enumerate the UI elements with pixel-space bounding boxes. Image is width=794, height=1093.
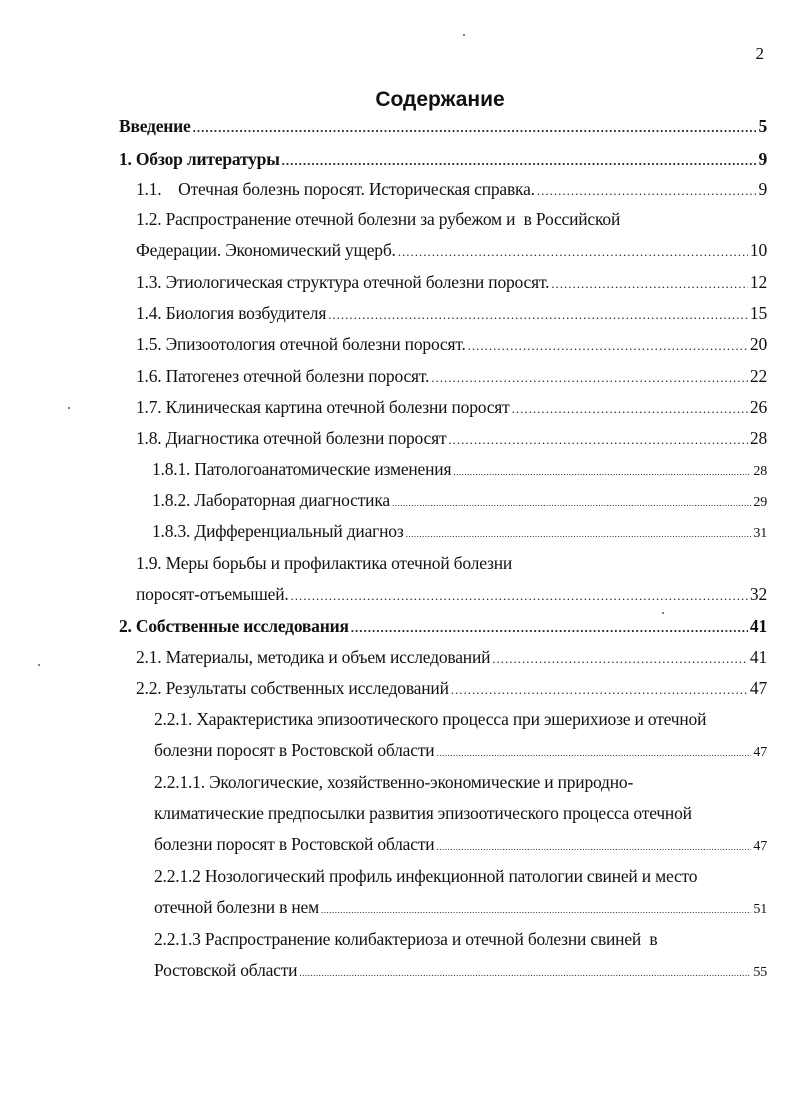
dot-leader <box>406 529 752 539</box>
toc-entry-2-2-1-2-line1[interactable]: 2.2.1.2 Нозологический профиль инфекционной патологии свиней и место <box>154 866 698 886</box>
toc-entry-2-2-1-1[interactable] <box>154 834 767 855</box>
toc-entry-text: 2.2. Результаты собственных исследований <box>136 678 449 698</box>
toc-page-number: 29 <box>753 495 767 510</box>
dot-leader <box>431 370 748 386</box>
toc-page-number: 28 <box>753 464 767 479</box>
toc-entry-1-2[interactable] <box>136 240 767 261</box>
toc-page-number: 26 <box>749 397 767 417</box>
dot-leader <box>398 244 748 260</box>
scan-speck <box>38 664 40 666</box>
scan-speck <box>662 612 664 614</box>
toc-entry-2-1[interactable] <box>136 647 767 668</box>
toc-entry-2-2-1-2[interactable] <box>154 897 767 918</box>
toc-page-number: 47 <box>753 745 767 760</box>
toc-entry-2-2[interactable] <box>136 678 767 699</box>
page-title: Содержание <box>375 88 505 111</box>
toc-entry-2-2-1[interactable] <box>154 740 767 761</box>
toc-entry-text: 2. Собственные исследования <box>119 616 349 636</box>
toc-page-number: 20 <box>749 334 767 354</box>
toc-page-number: 12 <box>749 272 767 292</box>
dot-leader <box>512 401 748 417</box>
toc-entry-2-2-1-1-line2[interactable]: климатические предпосылки развития эпизоотического процесса отечной <box>154 803 692 823</box>
toc-page-number: 22 <box>749 366 767 386</box>
dot-leader <box>551 276 748 292</box>
dot-leader <box>299 968 751 978</box>
toc-page-number: 28 <box>749 428 767 448</box>
toc-entry-1-2-line1[interactable]: 1.2. Распространение отечной болезни за рубежом и в Российской <box>136 209 621 229</box>
dot-leader <box>282 153 757 169</box>
toc-entry-2-2-1-1-line1[interactable]: 2.2.1.1. Экологические, хозяйственно-экономические и природно- <box>154 772 634 792</box>
toc-entry-text: поросят-отъемышей. <box>136 584 289 604</box>
dot-leader <box>436 748 751 758</box>
toc-page-number: 15 <box>749 303 767 323</box>
toc-entry-1-6[interactable] <box>136 366 767 387</box>
dot-leader <box>291 588 748 604</box>
dot-leader <box>193 120 757 136</box>
dot-leader <box>321 905 751 915</box>
toc-entry-text: 1.7. Клиническая картина отечной болезни поросят <box>136 397 510 417</box>
toc-entry-2-2-1-3-line1[interactable]: 2.2.1.3 Распространение колибактериоза и отечной болезни свиней в <box>154 929 658 949</box>
toc-entry-text: 2.1. Материалы, методика и объем исследований <box>136 647 491 667</box>
toc-entry-text: Введение <box>119 116 191 136</box>
toc-entry-1-3[interactable] <box>136 272 767 293</box>
toc-entry-1-8[interactable] <box>136 428 767 449</box>
toc-entry-1-4[interactable] <box>136 303 767 324</box>
dot-leader <box>537 183 757 199</box>
toc-page-number: 31 <box>753 526 767 541</box>
toc-entry-chapter-2[interactable] <box>119 616 767 637</box>
toc-entry-text: Федерации. Экономический ущерб. <box>136 240 396 260</box>
dot-leader <box>436 842 751 852</box>
toc-entry-text: 1. Обзор литературы <box>119 149 280 169</box>
dot-leader <box>468 338 748 354</box>
toc-page-number: 51 <box>753 902 767 917</box>
toc-page-number: 32 <box>749 584 767 604</box>
toc-page-number: 5 <box>758 116 767 136</box>
toc-page-number: 55 <box>753 965 767 980</box>
toc-entry-text: 1.1. Отечная болезнь поросят. Историческая справка. <box>136 179 535 199</box>
toc-entry-1-1[interactable] <box>136 179 767 200</box>
dot-leader <box>451 682 748 698</box>
toc-entry-1-8-1[interactable] <box>152 459 767 480</box>
toc-entry-text: болезни поросят в Ростовской области <box>154 740 435 760</box>
toc-entry-text: 1.8.3. Дифференциальный диагноз <box>152 521 404 541</box>
toc-entry-1-7[interactable] <box>136 397 767 418</box>
toc-page-number: 9 <box>758 179 767 199</box>
toc-page-number: 10 <box>749 240 767 260</box>
toc-entry-text: 1.8. Диагностика отечной болезни поросят <box>136 428 447 448</box>
toc-page-number: 41 <box>749 616 767 636</box>
toc-entry-2-2-1-3[interactable] <box>154 960 767 981</box>
toc-page-number: 47 <box>753 839 767 854</box>
toc-entry-text: 1.8.2. Лабораторная диагностика <box>152 490 390 510</box>
scan-speck <box>68 407 70 409</box>
dot-leader <box>448 432 747 448</box>
toc-entry-text: 1.4. Биология возбудителя <box>136 303 327 323</box>
scan-speck <box>463 34 465 36</box>
toc-entry-text: 1.5. Эпизоотология отечной болезни поросят. <box>136 334 466 354</box>
dot-leader <box>328 307 748 323</box>
toc-entry-text: Ростовской области <box>154 960 298 980</box>
toc-entry-text: 1.8.1. Патологоанатомические изменения <box>152 459 452 479</box>
toc-entry-2-2-1-line1[interactable]: 2.2.1. Характеристика эпизоотического процесса при эшерихиозе и отечной <box>154 709 707 729</box>
toc-entry-text: болезни поросят в Ростовской области <box>154 834 435 854</box>
toc-entry-text: отечной болезни в нем <box>154 897 319 917</box>
page-number: 2 <box>755 44 764 63</box>
dot-leader <box>492 651 748 667</box>
toc-page-number: 9 <box>758 149 767 169</box>
dot-leader <box>392 498 751 508</box>
toc-page-number: 41 <box>749 647 767 667</box>
toc-entry-text: 1.3. Этиологическая структура отечной болезни поросят. <box>136 272 550 292</box>
toc-entry-chapter-1[interactable] <box>119 149 767 170</box>
dot-leader <box>351 620 748 636</box>
toc-page-number: 47 <box>749 678 767 698</box>
dot-leader <box>453 467 751 477</box>
toc-entry-introduction[interactable] <box>119 116 767 137</box>
toc-entry-1-8-3[interactable] <box>152 521 767 542</box>
toc-entry-1-9[interactable] <box>136 584 767 605</box>
toc-entry-1-5[interactable] <box>136 334 767 355</box>
toc-entry-1-8-2[interactable] <box>152 490 767 511</box>
toc-entry-text: 1.6. Патогенез отечной болезни поросят. <box>136 366 430 386</box>
toc-entry-1-9-line1[interactable]: 1.9. Меры борьбы и профилактика отечной болезни <box>136 553 513 573</box>
